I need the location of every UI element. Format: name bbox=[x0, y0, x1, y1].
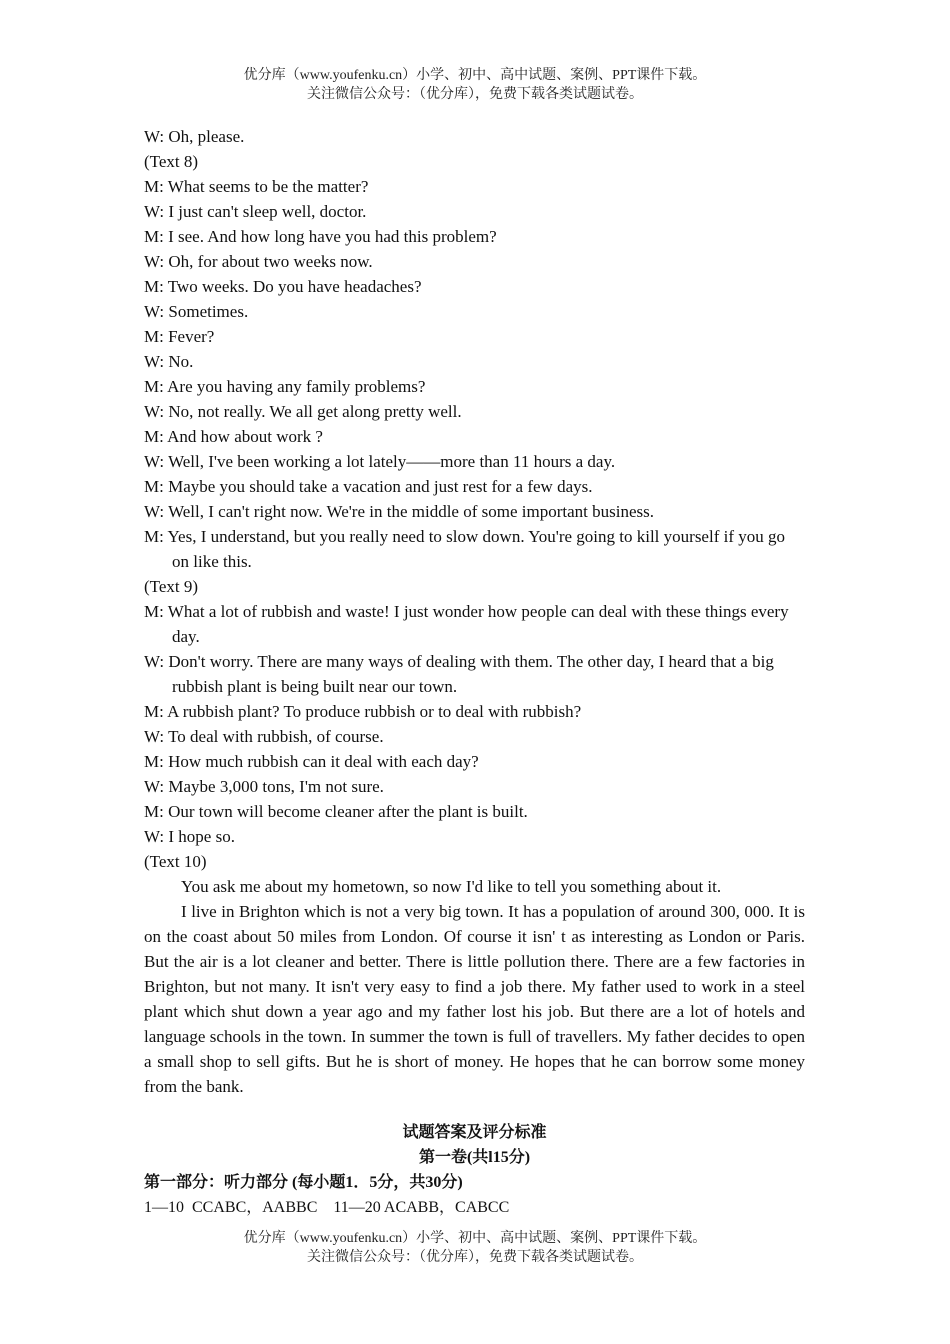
dialogue-line: M: Maybe you should take a vacation and just rest for a few days. bbox=[144, 477, 593, 496]
dialogue-line: W: Well, I can't right now. We're in the middle of some important business. bbox=[144, 502, 654, 521]
dialogue-line: M: What seems to be the matter? bbox=[144, 177, 369, 196]
part-title: 第一部分：听力部分 (每小题1．5分，共30分) bbox=[144, 1174, 463, 1191]
header-line-2: 关注微信公众号：（优分库），免费下载各类试题试卷。 bbox=[307, 87, 643, 102]
answer-title: 试题答案及评分标准 bbox=[402, 1124, 547, 1141]
dialogue-line: M: A rubbish plant? To produce rubbish or to deal with rubbish? bbox=[144, 702, 582, 721]
answer-key bbox=[144, 1120, 805, 1220]
dialogue-line: M: And how about work ? bbox=[144, 427, 323, 446]
passage-paragraph: You ask me about my hometown, so now I'd like to tell you something about it. bbox=[181, 877, 722, 896]
dialogue-line: W: To deal with rubbish, of course. bbox=[144, 727, 384, 746]
dialogue-line: W: Maybe 3,000 tons, I'm not sure. bbox=[144, 777, 384, 796]
dialogue-line: W: Well, I've been working a lot lately——more than 11 hours a day. bbox=[144, 452, 616, 471]
dialogue-line: W: I just can't sleep well, doctor. bbox=[144, 202, 367, 221]
dialogue-line: (Text 9) bbox=[144, 577, 199, 596]
footer-line-2: 关注微信公众号：（优分库），免费下载各类试题试卷。 bbox=[307, 1250, 643, 1265]
dialogue-line: M: Are you having any family problems? bbox=[144, 377, 426, 396]
dialogue-line: M: How much rubbish can it deal with each day? bbox=[144, 752, 479, 771]
dialogue-line: W: No, not really. We all get along pretty well. bbox=[144, 402, 462, 421]
page-footer bbox=[0, 1229, 950, 1267]
page-header bbox=[0, 66, 950, 104]
volume-title: 第一卷(共l15分) bbox=[418, 1149, 531, 1166]
dialogue-line: M: I see. And how long have you had this problem? bbox=[144, 227, 497, 246]
dialogue-line: W: Sometimes. bbox=[144, 302, 249, 321]
dialogue-lines bbox=[144, 124, 805, 874]
dialogue-line: W: Oh, for about two weeks now. bbox=[144, 252, 373, 271]
dialogue-line: W: I hope so. bbox=[144, 827, 235, 846]
dialogue-line: (Text 8) bbox=[144, 152, 199, 171]
dialogue-line: M: Our town will become cleaner after the plant is built. bbox=[144, 802, 528, 821]
text-10-passage bbox=[144, 874, 805, 1099]
dialogue-line: W: Oh, please. bbox=[144, 127, 245, 146]
dialogue-line: M: Yes, I understand, but you really need to slow down. You're going to kill yourself if you go on like this. bbox=[144, 527, 785, 571]
transcript bbox=[144, 124, 805, 1099]
dialogue-line: M: Two weeks. Do you have headaches? bbox=[144, 277, 422, 296]
dialogue-line: W: No. bbox=[144, 352, 194, 371]
footer-line-1: 优分库（www.youfenku.cn）小学、初中、高中试题、案例、PPT课件下载。 bbox=[243, 1231, 707, 1246]
header-line-1: 优分库（www.youfenku.cn）小学、初中、高中试题、案例、PPT课件下载。 bbox=[243, 68, 707, 83]
dialogue-line: M: Fever? bbox=[144, 327, 215, 346]
dialogue-line: W: Don't worry. There are many ways of dealing with them. The other day, I heard that a big rubbish plant is being built near our town. bbox=[144, 652, 774, 696]
answer-row: 1—10 CCABC，AABBC 11—20 ACABB，CABCC bbox=[144, 1199, 510, 1216]
dialogue-line: M: What a lot of rubbish and waste! I just wonder how people can deal with these things every day. bbox=[144, 602, 789, 646]
dialogue-line: (Text 10) bbox=[144, 852, 207, 871]
passage-paragraph: I live in Brighton which is not a very big town. It has a population of around 300, 000. It is on the coast about 50 miles from London. Of course it isn' t as interesting as London or Paris. But the air is a lot cleaner and better. There is little pollution there. There are a few factories in Brighton, but not many. It isn't very easy to find a job there. My father used to work in a steel plant which shut down a year ago and my father lost his job. But there are a lot of hotels and language schools in the town. In summer the town is full of travellers. My father decides to open a small shop to sell gifts. But he is short of money. He hopes that he can borrow some money from the bank. bbox=[144, 902, 805, 1096]
